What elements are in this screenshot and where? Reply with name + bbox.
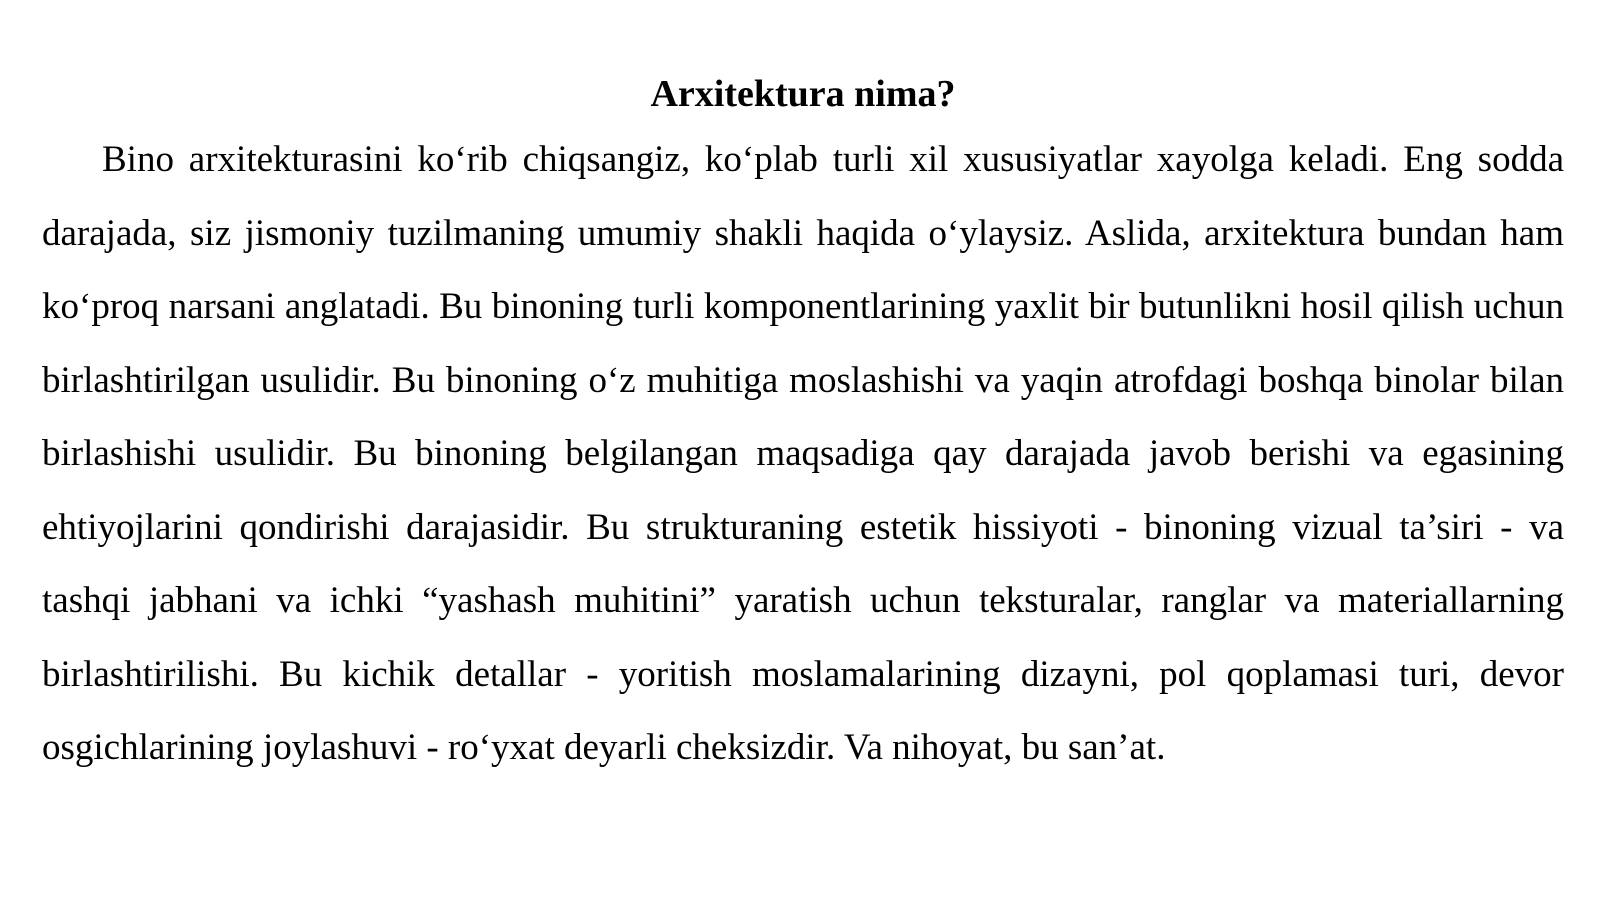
document-title: Arxitektura nima? (650, 73, 956, 115)
body-paragraph: Bino arxitekturasini koʻrib chiqsangiz, koʻplab turli xil xususiyatlar xayolga keladi. Eng sodda darajada, siz jismoniy tuzilmaning umumiy shakli haqida oʻylaysiz. Aslida, arxitektura bundan ham koʻproq narsani anglatadi. Bu binoning turli komponentlarining yaxlit bir butunlikni hosil qilish uchun birlashtirilgan usulidir. Bu binoning oʻz muhitiga moslashishi va yaqin atrofdagi boshqa binolar bilan birlashishi usulidir. Bu binoning belgilangan maqsadiga qay darajada javob berishi va egasining ehtiyojlarini qondirishi darajasidir. Bu strukturaning estetik hissiyoti - binoning vizual ta’siri - va tashqi jabhani va ichki “yashash muhitini” yaratish uchun teksturalar, ranglar va materiallarning birlashtirilishi. Bu kichik detallar - yoritish moslamalarining dizayni, pol qoplamasi turi, devor osgichlarining joylashuvi - roʻyxat deyarli cheksizdir. Va nihoyat, bu san’at. (42, 139, 1564, 768)
document-page (42, 68, 1564, 785)
